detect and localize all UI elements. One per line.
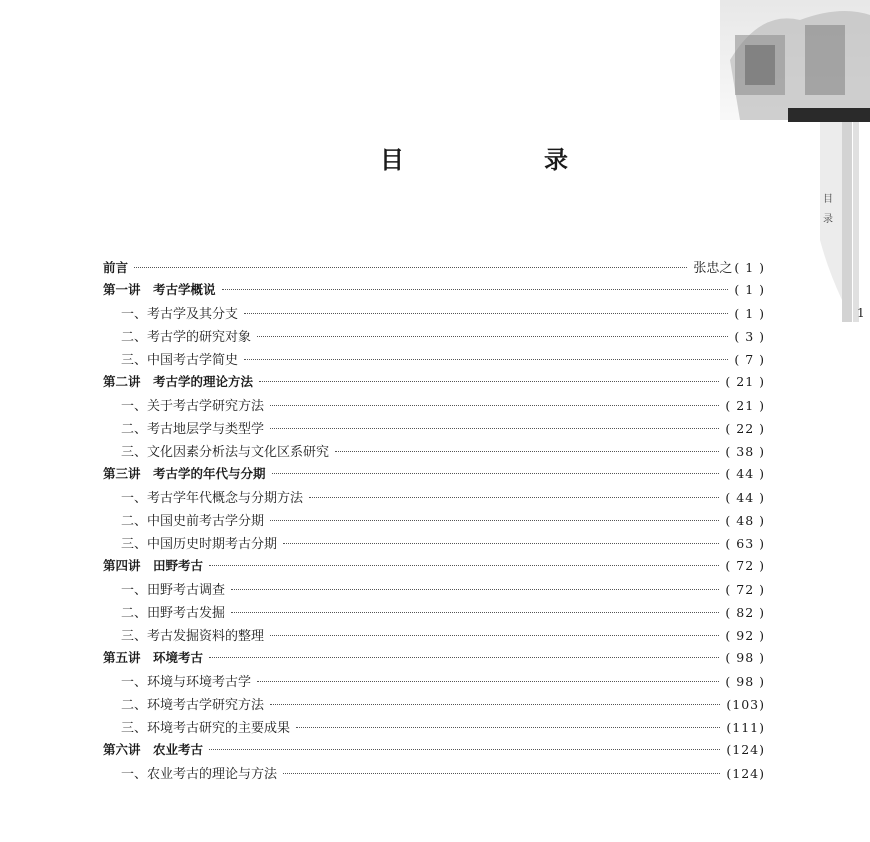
toc-section-entry[interactable] bbox=[103, 510, 765, 533]
toc-entry-label: 一、田野考古调查 bbox=[121, 583, 226, 598]
dot-leader bbox=[257, 681, 719, 682]
toc-entry-label: 二、考古学的研究对象 bbox=[121, 330, 252, 345]
dot-leader bbox=[222, 289, 729, 290]
dot-leader bbox=[244, 313, 728, 314]
toc-entry-author: 张忠之 bbox=[693, 261, 733, 276]
toc-entry-page: ( 7 ) bbox=[734, 352, 765, 367]
dot-leader bbox=[270, 428, 719, 429]
toc-entry-page: ( 63 ) bbox=[725, 536, 765, 551]
dot-leader bbox=[209, 657, 719, 658]
dot-leader bbox=[270, 635, 719, 636]
toc-entry-page: ( 21 ) bbox=[725, 398, 765, 413]
toc-entry-label: 一、考古学及其分支 bbox=[121, 307, 239, 322]
dot-leader bbox=[231, 589, 719, 590]
toc-entry-page: ( 48 ) bbox=[725, 513, 765, 528]
toc-chapter-entry[interactable] bbox=[103, 464, 765, 487]
page-number: 1 bbox=[857, 306, 865, 320]
dot-leader bbox=[270, 405, 719, 406]
dot-leader bbox=[209, 749, 720, 750]
toc-section-entry[interactable] bbox=[103, 487, 765, 510]
page-title: 目 录 bbox=[380, 146, 626, 174]
toc-entry-label: 第五讲 环境考古 bbox=[103, 650, 204, 665]
side-section-tab bbox=[821, 190, 835, 230]
toc-entry-label: 第二讲 考古学的理论方法 bbox=[103, 374, 254, 389]
toc-entry-page: ( 92 ) bbox=[725, 628, 765, 643]
toc-entry-page: ( 1 ) bbox=[734, 260, 765, 275]
toc-chapter-entry[interactable] bbox=[103, 372, 765, 395]
toc-entry-label: 三、中国历史时期考古分期 bbox=[121, 537, 278, 552]
toc-chapter-entry[interactable] bbox=[103, 257, 765, 280]
toc-section-entry[interactable] bbox=[103, 625, 765, 648]
dot-leader bbox=[335, 451, 719, 452]
toc-chapter-entry[interactable] bbox=[103, 556, 765, 579]
dot-leader bbox=[257, 336, 728, 337]
toc-section-entry[interactable] bbox=[103, 418, 765, 441]
toc-entry-page: ( 1 ) bbox=[734, 306, 765, 321]
dot-leader bbox=[283, 543, 719, 544]
toc-entry-label: 一、环境与环境考古学 bbox=[121, 675, 252, 690]
toc-chapter-entry[interactable] bbox=[103, 740, 765, 763]
toc-entry-page: ( 3 ) bbox=[734, 329, 765, 344]
toc-entry-page: (124) bbox=[726, 742, 765, 757]
side-tab-char: 录 bbox=[823, 214, 833, 225]
toc-entry-label: 一、考古学年代概念与分期方法 bbox=[121, 491, 304, 506]
toc-section-entry[interactable] bbox=[103, 441, 765, 464]
toc-entry-page: (124) bbox=[726, 766, 765, 781]
dot-leader bbox=[309, 497, 719, 498]
toc-entry-label: 三、环境考古研究的主要成果 bbox=[121, 721, 291, 736]
toc-section-entry[interactable] bbox=[103, 694, 765, 717]
dot-leader bbox=[231, 612, 719, 613]
toc-section-entry[interactable] bbox=[103, 579, 765, 602]
toc-entry-page: ( 44 ) bbox=[725, 466, 765, 481]
dot-leader bbox=[296, 727, 720, 728]
table-of-contents bbox=[103, 257, 765, 786]
toc-section-entry[interactable] bbox=[103, 303, 765, 326]
toc-entry-label: 第三讲 考古学的年代与分期 bbox=[103, 466, 266, 481]
toc-entry-label: 二、田野考古发掘 bbox=[121, 606, 226, 621]
dot-leader bbox=[259, 381, 719, 382]
toc-entry-page: ( 72 ) bbox=[725, 582, 765, 597]
toc-entry-label: 二、中国史前考古学分期 bbox=[121, 514, 265, 529]
toc-entry-label: 三、考古发掘资料的整理 bbox=[121, 629, 265, 644]
toc-entry-label: 第六讲 农业考古 bbox=[103, 742, 204, 757]
toc-entry-page: ( 38 ) bbox=[725, 444, 765, 459]
dot-leader bbox=[134, 267, 687, 268]
toc-section-entry[interactable] bbox=[103, 395, 765, 418]
dot-leader bbox=[270, 520, 719, 521]
toc-chapter-entry[interactable] bbox=[103, 648, 765, 671]
toc-section-entry[interactable] bbox=[103, 349, 765, 372]
toc-entry-page: ( 22 ) bbox=[725, 421, 765, 436]
toc-entry-label: 一、关于考古学研究方法 bbox=[121, 399, 265, 414]
toc-entry-page: ( 98 ) bbox=[725, 674, 765, 689]
toc-entry-label: 二、环境考古学研究方法 bbox=[121, 698, 265, 713]
toc-entry-page: ( 44 ) bbox=[725, 490, 765, 505]
dot-leader bbox=[283, 773, 720, 774]
toc-entry-page: (103) bbox=[726, 697, 765, 712]
toc-entry-page: ( 21 ) bbox=[725, 374, 765, 389]
toc-section-entry[interactable] bbox=[103, 717, 765, 740]
toc-chapter-entry[interactable] bbox=[103, 280, 765, 303]
toc-entry-label: 第一讲 考古学概说 bbox=[103, 282, 216, 297]
toc-entry-page: ( 82 ) bbox=[725, 605, 765, 620]
side-tab-char: 目 bbox=[823, 194, 833, 205]
dot-leader bbox=[270, 704, 720, 705]
dot-leader bbox=[272, 473, 720, 474]
toc-entry-page: ( 1 ) bbox=[734, 282, 765, 297]
dot-leader bbox=[244, 359, 728, 360]
toc-section-entry[interactable] bbox=[103, 671, 765, 694]
toc-entry-label: 一、农业考古的理论与方法 bbox=[121, 767, 278, 782]
toc-entry-page: ( 98 ) bbox=[725, 650, 765, 665]
toc-entry-label: 二、考古地层学与类型学 bbox=[121, 422, 265, 437]
toc-entry-page: ( 72 ) bbox=[725, 558, 765, 573]
toc-entry-label: 三、文化因素分析法与文化区系研究 bbox=[121, 445, 330, 460]
dot-leader bbox=[209, 565, 719, 566]
toc-entry-label: 三、中国考古学简史 bbox=[121, 353, 239, 368]
toc-entry-page: (111) bbox=[726, 720, 765, 735]
toc-entry-label: 前言 bbox=[103, 260, 129, 275]
toc-entry-label: 第四讲 田野考古 bbox=[103, 558, 204, 573]
toc-section-entry[interactable] bbox=[103, 602, 765, 625]
toc-section-entry[interactable] bbox=[103, 326, 765, 349]
toc-section-entry[interactable] bbox=[103, 763, 765, 786]
toc-section-entry[interactable] bbox=[103, 533, 765, 556]
